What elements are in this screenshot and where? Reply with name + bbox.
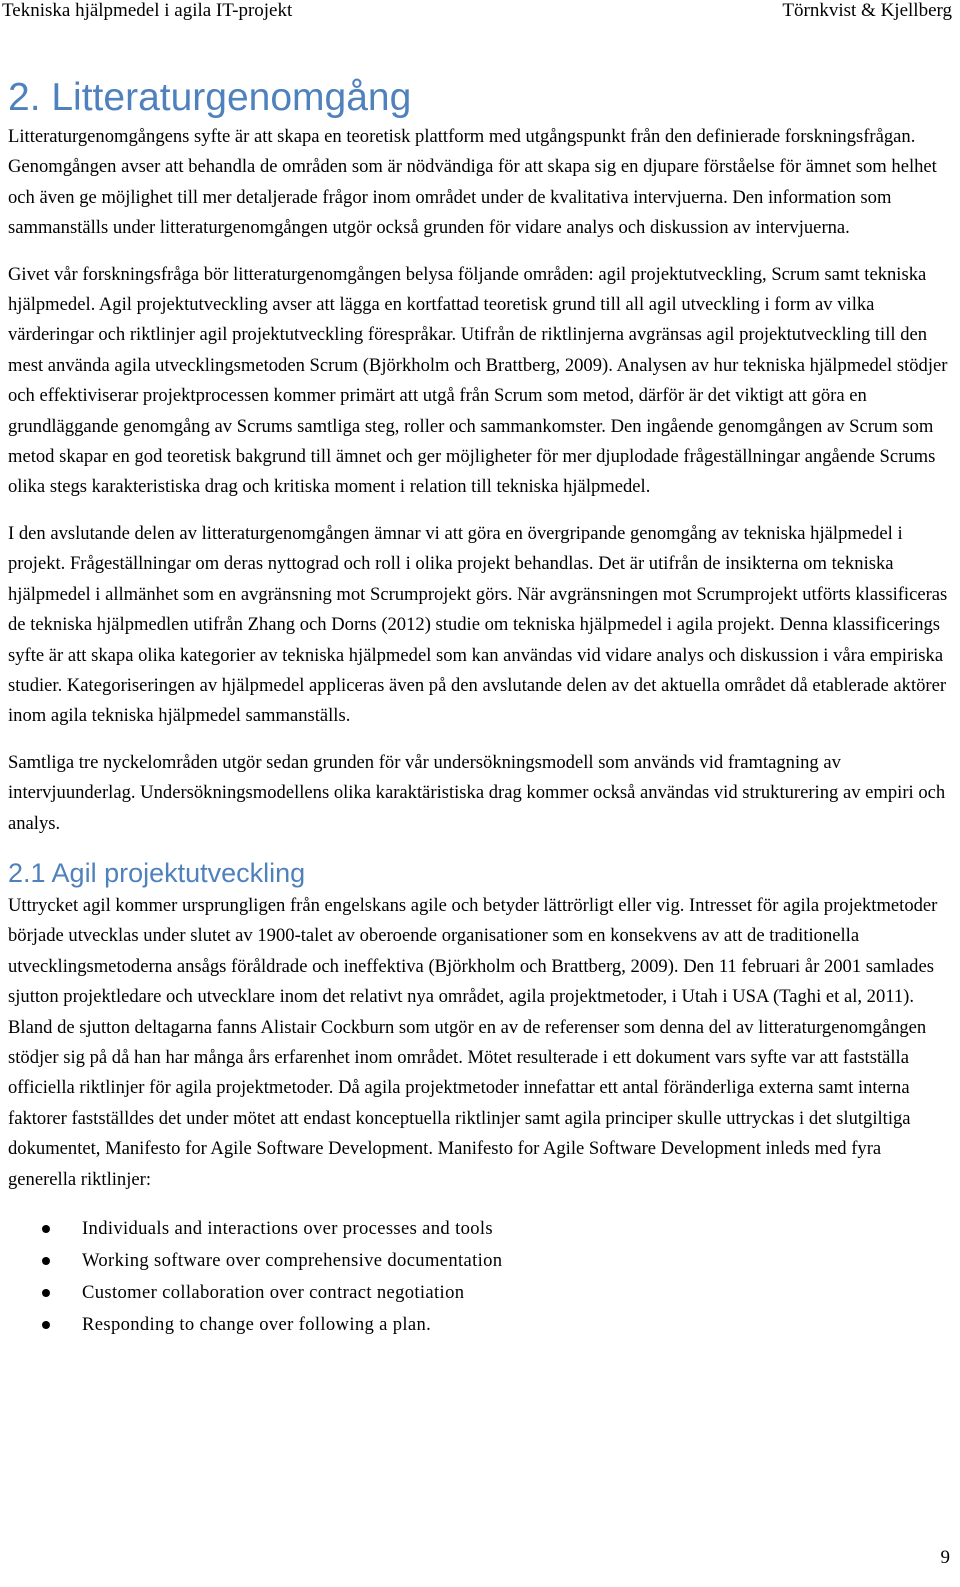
bullet-icon bbox=[42, 1257, 50, 1265]
subsection-heading: 2.1 Agil projektutveckling bbox=[8, 857, 306, 888]
header-authors: Törnkvist & Kjellberg bbox=[782, 0, 952, 21]
section-paragraph-3: I den avslutande delen av litteraturgenomgången ämnar vi att göra en övergripande genomgång av tekniska hjälpmedel i projekt. Frågeställningar om deras nyttograd och roll i olika projekt behandlas. Det är utifrån de insikterna om tekniska hjälpmedel i allmänhet som en avgränsning mot Scrumprojekt görs. När avgränsningen mot Scrumprojekt utförts klassificeras de tekniska hjälpmedlen utifrån Zhang och Dorns (2012) studie om tekniska hjälpmedel i agila projekt. Denna klassificerings syfte är att skapa olika kategorier av tekniska hjälpmedel som kan användas vid vidare analys och diskussion i våra empiriska studier. Kategoriseringen av hjälpmedel appliceras även på den avslutande delen av det aktuella området då etablerade aktörer inom agila tekniska hjälpmedel sammanställs. bbox=[8, 522, 948, 727]
guideline-list bbox=[8, 1213, 952, 1341]
bullet-icon bbox=[42, 1225, 50, 1233]
bullet-icon bbox=[42, 1321, 50, 1329]
bullet-icon bbox=[42, 1289, 50, 1297]
subsection-paragraph: Uttrycket agil kommer ursprungligen från engelskans agile och betyder lättrörligt eller vig. Intresset för agila projektmetoder började utvecklas under slutet av 1900-talet av oberoende organisationer som en konsekvens av att de traditionella utvecklingsmetoderna ansågs föråldrade och ineffektiva (Björkholm och Brattberg, 2009). Den 11 februari år 2001 samlades sjutton projektledare och utvecklare inom det relativt nya området, agila projektmetoder, i Utah i USA (Taghi et al, 2011). Bland de sjutton deltagarna fanns Alistair Cockburn som utgör en av de referenser som denna del av litteraturgenomgången stödjer sig på då han har många års erfarenhet inom området. Mötet resulterade i ett dokument vars syfte var att fastställa officiella riktlinjer för agila projektmetoder. Då agila projektmetoder innefattar ett antal föränderliga externa samt interna faktorer fastställdes det under mötet att endast konceptuella riktlinjer samt agila principer skulle uttryckas i det slutgiltiga dokumentet, Manifesto for Agile Software Development. Manifesto for Agile Software Development inleds med fyra generella riktlinjer: bbox=[8, 894, 938, 1190]
page-number: 9 bbox=[940, 1547, 950, 1568]
document-page bbox=[2, 0, 952, 1341]
list-item-text: Individuals and interactions over processes and tools bbox=[82, 1218, 493, 1239]
list-item bbox=[8, 1213, 952, 1245]
section-paragraph-2: Givet vår forskningsfråga bör litteraturgenomgången belysa följande områden: agil projektutveckling, Scrum samt tekniska hjälpmedel. Agil projektutveckling avser att lägga en kortfattad teoretisk grund till all agil utveckling i form av vilka värderingar och riktlinjer agil projektutveckling förespråkar. Utifrån de riktlinjerna avgränsas agil projektutveckling till den mest använda agila utvecklingsmetoden Scrum (Björkholm och Brattberg, 2009). Analysen av hur tekniska hjälpmedel stödjer och effektiviserar projektprocessen kommer primärt att utgå från Scrum som metod, därför är det viktigt att göra en grundläggande genomgång av Scrums samtliga steg, roller och sammankomster. Den ingående genomgången av Scrum som metod skapar en god teoretisk bakgrund till ämnet och ger möjligheter för mer djuplodade frågeställningar angående Scrums olika stegs karakteristiska drag och kritiska moment i relation till tekniska hjälpmedel. bbox=[8, 263, 948, 498]
list-item bbox=[8, 1309, 952, 1341]
list-item-text: Customer collaboration over contract negotiation bbox=[82, 1282, 465, 1303]
list-item bbox=[8, 1277, 952, 1309]
list-item-text: Responding to change over following a plan. bbox=[82, 1314, 432, 1335]
section-heading: 2. Litteraturgenomgång bbox=[8, 76, 412, 119]
list-item bbox=[8, 1245, 952, 1277]
header-title: Tekniska hjälpmedel i agila IT-projekt bbox=[2, 0, 293, 21]
section-paragraph-4: Samtliga tre nyckelområden utgör sedan grunden för vår undersökningsmodell som används vid framtagning av intervjuunderlag. Undersökningsmodellens olika karaktäristiska drag kommer också användas vid strukturering av empiri och analys. bbox=[8, 751, 946, 834]
section-paragraph-1: Litteraturgenomgångens syfte är att skapa en teoretisk plattform med utgångspunkt från den definierade forskningsfrågan. Genomgången avser att behandla de områden som är nödvändiga för att skapa sig en djupare förståelse för ämnet som helhet och även ge möjlighet till mer detaljerade frågor inom området under de kvalitativa intervjuerna. Den information som sammanställs under litteraturgenomgången utgör också grunden för vidare analys och diskussion av intervjuerna. bbox=[8, 126, 937, 239]
list-item-text: Working software over comprehensive documentation bbox=[82, 1250, 503, 1271]
running-header bbox=[2, 0, 952, 27]
